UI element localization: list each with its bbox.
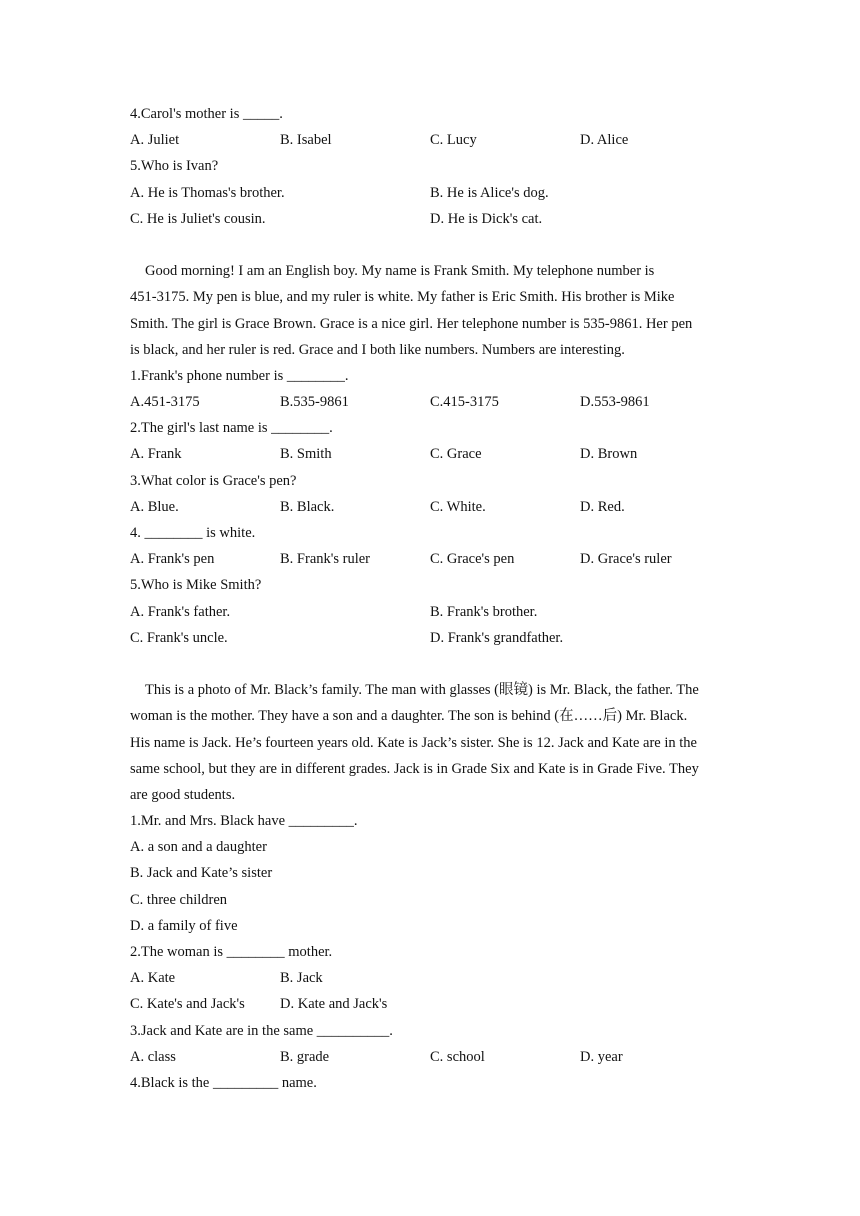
passage-line: same school, but they are in different grades. Jack is in Grade Six and Kate is in Grade Five. They: [130, 760, 699, 777]
option-d: D. He is Dick's cat.: [430, 210, 543, 227]
document-content: [130, 101, 740, 1096]
question-stem: 4.Carol's mother is _____.: [130, 106, 283, 122]
option-a: A. Kate: [130, 970, 176, 987]
option-c: C. three children: [130, 891, 228, 908]
passage-line: is black, and her ruler is red. Grace and I both like numbers. Numbers are interesting.: [130, 341, 625, 358]
passage-line: Smith. The girl is Grace Brown. Grace is a nice girl. Her telephone number is 535-9861. Her pen: [130, 315, 693, 332]
option-b: B. Smith: [280, 446, 332, 463]
option-b: B.535-9861: [280, 394, 349, 411]
passage-line: Good morning! I am an English boy. My name is Frank Smith. My telephone number is: [145, 263, 655, 280]
option-b: B. Frank's ruler: [280, 551, 371, 568]
option-c: C. Kate's and Jack's: [130, 996, 245, 1013]
options-row: [130, 441, 740, 467]
option-c: C. White.: [430, 498, 486, 515]
option-b: B. Black.: [280, 498, 335, 515]
option-d: D. Red.: [580, 498, 625, 515]
question-stem: 4. ________ is white.: [130, 525, 256, 541]
options-row: [130, 127, 740, 153]
question-stem: 2.The girl's last name is ________.: [130, 420, 333, 437]
option-b: B. Frank's brother.: [430, 603, 538, 620]
question-stem: 1.Mr. and Mrs. Black have _________.: [130, 813, 358, 830]
passage-line: This is a photo of Mr. Black’s family. The man with glasses (眼镜) is Mr. Black, the father. The: [145, 682, 699, 699]
options-row: [130, 599, 740, 625]
option-d: D. Alice: [580, 132, 629, 149]
question-stem: 2.The woman is ________ mother.: [130, 944, 333, 960]
option-b: B. Isabel: [280, 132, 332, 149]
option-b: B. grade: [280, 1048, 330, 1065]
option-b: B. Jack and Kate’s sister: [130, 865, 273, 882]
question-stem: 3.Jack and Kate are in the same __________.: [130, 1022, 393, 1039]
option-d: D. Grace's ruler: [580, 551, 672, 568]
options-row: [130, 389, 740, 415]
options-row: [130, 546, 740, 572]
passage-line: 451-3175. My pen is blue, and my ruler is white. My father is Eric Smith. His brother is Mike: [130, 289, 675, 306]
option-c: C. Frank's uncle.: [130, 629, 228, 646]
passage-line: are good students.: [130, 786, 236, 803]
options-row: [130, 965, 740, 991]
option-c: C. Grace's pen: [430, 551, 515, 568]
option-a: A. Frank's pen: [130, 551, 215, 568]
option-c: C. He is Juliet's cousin.: [130, 210, 266, 227]
question-stem: 5.Who is Mike Smith?: [130, 577, 262, 594]
option-c: C. Grace: [430, 446, 482, 463]
option-b: B. Jack: [280, 970, 323, 987]
option-d: D. a family of five: [130, 917, 238, 934]
option-a: A. Frank's father.: [130, 603, 231, 620]
options-row: [130, 625, 740, 651]
option-b: B. He is Alice's dog.: [430, 184, 549, 201]
option-d: D. year: [580, 1048, 623, 1065]
question-stem: 3.What color is Grace's pen?: [130, 472, 297, 489]
passage-line: His name is Jack. He’s fourteen years old. Kate is Jack’s sister. She is 12. Jack and Kate are in the: [130, 734, 697, 751]
passage-line: woman is the mother. They have a son and a daughter. The son is behind (在……后) Mr. Black.: [130, 708, 688, 725]
option-a: A.451-3175: [130, 394, 200, 411]
option-a: A. Frank: [130, 446, 182, 463]
options-row: [130, 991, 740, 1017]
option-d: D. Frank's grandfather.: [430, 629, 564, 646]
option-c: C.415-3175: [430, 394, 499, 411]
options-row: [130, 206, 740, 232]
option-a: A. Blue.: [130, 498, 179, 515]
option-a: A. He is Thomas's brother.: [130, 184, 285, 201]
option-d: D.553-9861: [580, 394, 650, 411]
option-a: A. a son and a daughter: [130, 839, 267, 856]
question-stem: 4.Black is the _________ name.: [130, 1074, 317, 1091]
option-a: A. class: [130, 1048, 176, 1065]
options-row: [130, 1044, 740, 1070]
option-c: C. school: [430, 1048, 485, 1065]
option-a: A. Juliet: [130, 132, 180, 149]
option-d: D. Brown: [580, 446, 638, 463]
options-row: [130, 180, 740, 206]
option-c: C. Lucy: [430, 132, 477, 149]
question-stem: 5.Who is Ivan?: [130, 158, 219, 175]
question-stem: 1.Frank's phone number is ________.: [130, 367, 349, 384]
options-row: [130, 494, 740, 520]
option-d: D. Kate and Jack's: [280, 996, 388, 1013]
